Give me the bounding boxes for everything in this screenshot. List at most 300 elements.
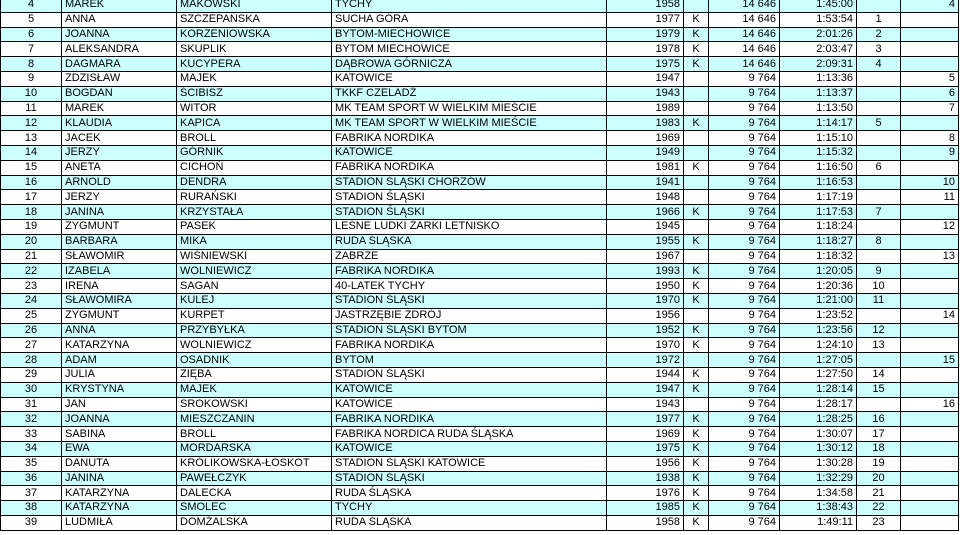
cell-distance: 9 764 bbox=[709, 397, 780, 412]
cell-sex bbox=[684, 145, 709, 160]
cell-number: 39 bbox=[1, 515, 62, 530]
cell-sex: K bbox=[684, 501, 709, 516]
cell-sex bbox=[684, 353, 709, 368]
cell-first-name: JACEK bbox=[62, 131, 177, 146]
cell-place-men bbox=[901, 279, 959, 294]
cell-surname: BROLL bbox=[177, 131, 332, 146]
cell-distance: 9 764 bbox=[709, 116, 780, 131]
table-row bbox=[1, 42, 959, 57]
table-row bbox=[1, 338, 959, 353]
cell-place-women: 21 bbox=[857, 486, 901, 501]
cell-birth-year: 1970 bbox=[607, 338, 684, 353]
cell-first-name: BARBARA bbox=[62, 234, 177, 249]
cell-club: FABRIKA NORDIKA bbox=[332, 412, 607, 427]
cell-place-men bbox=[901, 367, 959, 382]
cell-birth-year: 1978 bbox=[607, 42, 684, 57]
cell-distance: 9 764 bbox=[709, 219, 780, 234]
cell-distance: 9 764 bbox=[709, 382, 780, 397]
cell-distance: 14 646 bbox=[709, 42, 780, 57]
cell-distance: 9 764 bbox=[709, 427, 780, 442]
cell-number: 9 bbox=[1, 71, 62, 86]
cell-surname: SAGAN bbox=[177, 279, 332, 294]
cell-place-men bbox=[901, 486, 959, 501]
cell-time: 1:16:53 bbox=[780, 175, 857, 190]
cell-place-men bbox=[901, 471, 959, 486]
cell-number: 10 bbox=[1, 86, 62, 101]
cell-sex bbox=[684, 249, 709, 264]
cell-first-name: JANINA bbox=[62, 205, 177, 220]
cell-place-men bbox=[901, 116, 959, 131]
cell-distance: 9 764 bbox=[709, 86, 780, 101]
cell-number: 18 bbox=[1, 205, 62, 220]
cell-sex: K bbox=[684, 338, 709, 353]
cell-number: 5 bbox=[1, 12, 62, 27]
cell-surname: KUCYPERA bbox=[177, 57, 332, 72]
cell-club: KATOWICE bbox=[332, 71, 607, 86]
cell-surname: OSADNIK bbox=[177, 353, 332, 368]
cell-birth-year: 1943 bbox=[607, 397, 684, 412]
cell-place-women bbox=[857, 353, 901, 368]
cell-club: STADION ŚLĄSKI bbox=[332, 293, 607, 308]
cell-distance: 9 764 bbox=[709, 353, 780, 368]
cell-place-men bbox=[901, 456, 959, 471]
table-row bbox=[1, 353, 959, 368]
cell-number: 27 bbox=[1, 338, 62, 353]
cell-surname: KRÓLIKOWSKA-ŁOSKOT bbox=[177, 456, 332, 471]
cell-place-men: 8 bbox=[901, 131, 959, 146]
cell-surname: GÓRNIK bbox=[177, 145, 332, 160]
table-row bbox=[1, 471, 959, 486]
cell-first-name: DAGMARA bbox=[62, 57, 177, 72]
cell-time: 1:34:58 bbox=[780, 486, 857, 501]
cell-birth-year: 1944 bbox=[607, 367, 684, 382]
cell-surname: SZCZEPAŃSKA bbox=[177, 12, 332, 27]
cell-place-women bbox=[857, 145, 901, 160]
cell-distance: 14 646 bbox=[709, 27, 780, 42]
cell-surname: MAKOWSKI bbox=[177, 0, 332, 12]
cell-club: FABRIKA NORDIKA bbox=[332, 264, 607, 279]
cell-distance: 9 764 bbox=[709, 101, 780, 116]
cell-place-women: 13 bbox=[857, 338, 901, 353]
cell-time: 1:28:17 bbox=[780, 397, 857, 412]
cell-first-name: BOGDAN bbox=[62, 86, 177, 101]
cell-surname: MAJEK bbox=[177, 71, 332, 86]
cell-place-women bbox=[857, 175, 901, 190]
cell-place-women: 22 bbox=[857, 501, 901, 516]
cell-first-name: ANETA bbox=[62, 160, 177, 175]
cell-first-name: ZDZISŁAW bbox=[62, 71, 177, 86]
cell-distance: 9 764 bbox=[709, 367, 780, 382]
cell-sex: K bbox=[684, 293, 709, 308]
cell-birth-year: 1938 bbox=[607, 471, 684, 486]
cell-first-name: DANUTA bbox=[62, 456, 177, 471]
cell-time: 1:27:05 bbox=[780, 353, 857, 368]
cell-club: RUDA ŚLĄSKA bbox=[332, 486, 607, 501]
cell-number: 12 bbox=[1, 116, 62, 131]
cell-club: FABRIKA NORDIKA bbox=[332, 160, 607, 175]
cell-club: STADION ŚLĄSKI KATOWICE bbox=[332, 456, 607, 471]
cell-surname: ŚCIBISZ bbox=[177, 86, 332, 101]
cell-place-men: 6 bbox=[901, 86, 959, 101]
cell-first-name: KATARZYNA bbox=[62, 338, 177, 353]
cell-place-women: 8 bbox=[857, 234, 901, 249]
cell-first-name: ZYGMUNT bbox=[62, 308, 177, 323]
cell-place-women bbox=[857, 249, 901, 264]
cell-place-women: 11 bbox=[857, 293, 901, 308]
cell-birth-year: 1976 bbox=[607, 486, 684, 501]
cell-time: 2:09:31 bbox=[780, 57, 857, 72]
cell-first-name: SŁAWOMIR bbox=[62, 249, 177, 264]
table-row bbox=[1, 264, 959, 279]
cell-distance: 9 764 bbox=[709, 323, 780, 338]
cell-surname: CICHOŃ bbox=[177, 160, 332, 175]
cell-place-women: 15 bbox=[857, 382, 901, 397]
cell-distance: 9 764 bbox=[709, 308, 780, 323]
cell-place-women bbox=[857, 308, 901, 323]
cell-birth-year: 1993 bbox=[607, 264, 684, 279]
cell-time: 1:24:10 bbox=[780, 338, 857, 353]
cell-birth-year: 1941 bbox=[607, 175, 684, 190]
cell-sex: K bbox=[684, 116, 709, 131]
cell-club: 40-LATEK TYCHY bbox=[332, 279, 607, 294]
table-row bbox=[1, 190, 959, 205]
cell-distance: 9 764 bbox=[709, 131, 780, 146]
table-row bbox=[1, 0, 959, 12]
cell-number: 6 bbox=[1, 27, 62, 42]
table-row bbox=[1, 323, 959, 338]
table-row bbox=[1, 145, 959, 160]
table-row bbox=[1, 160, 959, 175]
cell-sex bbox=[684, 397, 709, 412]
cell-time: 1:13:37 bbox=[780, 86, 857, 101]
cell-first-name: LUDMIŁA bbox=[62, 515, 177, 530]
cell-place-women: 10 bbox=[857, 279, 901, 294]
cell-club: KATOWICE bbox=[332, 382, 607, 397]
cell-surname: ZIĘBA bbox=[177, 367, 332, 382]
cell-place-men: 14 bbox=[901, 308, 959, 323]
cell-birth-year: 1949 bbox=[607, 145, 684, 160]
cell-time: 1:16:50 bbox=[780, 160, 857, 175]
cell-place-women: 9 bbox=[857, 264, 901, 279]
cell-first-name: JOANNA bbox=[62, 27, 177, 42]
cell-time: 1:17:53 bbox=[780, 205, 857, 220]
cell-surname: MAJEK bbox=[177, 382, 332, 397]
cell-number: 17 bbox=[1, 190, 62, 205]
cell-club: MK TEAM SPORT W WIELKIM MIEŚCIE bbox=[332, 101, 607, 116]
cell-place-women: 1 bbox=[857, 12, 901, 27]
cell-club: LEŚNE LUDKI ŻARKI LETNISKO bbox=[332, 219, 607, 234]
cell-time: 1:21:00 bbox=[780, 293, 857, 308]
cell-sex bbox=[684, 219, 709, 234]
cell-place-men bbox=[901, 501, 959, 516]
cell-place-women: 5 bbox=[857, 116, 901, 131]
cell-first-name: SŁAWOMIRA bbox=[62, 293, 177, 308]
cell-birth-year: 1948 bbox=[607, 190, 684, 205]
cell-club: FABRIKA NORDIKA bbox=[332, 338, 607, 353]
cell-number: 14 bbox=[1, 145, 62, 160]
cell-birth-year: 1955 bbox=[607, 234, 684, 249]
cell-place-women bbox=[857, 219, 901, 234]
cell-place-men: 12 bbox=[901, 219, 959, 234]
cell-distance: 9 764 bbox=[709, 205, 780, 220]
cell-number: 37 bbox=[1, 486, 62, 501]
cell-time: 1:18:24 bbox=[780, 219, 857, 234]
cell-place-women bbox=[857, 101, 901, 116]
cell-birth-year: 1972 bbox=[607, 353, 684, 368]
cell-club: TYCHY bbox=[332, 0, 607, 12]
cell-sex: K bbox=[684, 412, 709, 427]
cell-time: 1:32:29 bbox=[780, 471, 857, 486]
cell-sex: K bbox=[684, 264, 709, 279]
cell-time: 1:30:28 bbox=[780, 456, 857, 471]
cell-number: 26 bbox=[1, 323, 62, 338]
table-row bbox=[1, 116, 959, 131]
cell-distance: 9 764 bbox=[709, 338, 780, 353]
cell-surname: DALECKA bbox=[177, 486, 332, 501]
cell-time: 1:14:17 bbox=[780, 116, 857, 131]
cell-number: 25 bbox=[1, 308, 62, 323]
table-row bbox=[1, 27, 959, 42]
cell-distance: 9 764 bbox=[709, 145, 780, 160]
cell-first-name: JAN bbox=[62, 397, 177, 412]
cell-first-name: IZABELA bbox=[62, 264, 177, 279]
cell-birth-year: 1983 bbox=[607, 116, 684, 131]
cell-first-name: KRYSTYNA bbox=[62, 382, 177, 397]
cell-place-men: 10 bbox=[901, 175, 959, 190]
cell-birth-year: 1958 bbox=[607, 515, 684, 530]
cell-birth-year: 1989 bbox=[607, 101, 684, 116]
cell-time: 1:17:19 bbox=[780, 190, 857, 205]
cell-first-name: JERZY bbox=[62, 145, 177, 160]
table-row bbox=[1, 279, 959, 294]
cell-sex bbox=[684, 71, 709, 86]
cell-club: TYCHY bbox=[332, 501, 607, 516]
cell-surname: DENDRA bbox=[177, 175, 332, 190]
table-row bbox=[1, 12, 959, 27]
cell-surname: SROKOWSKI bbox=[177, 397, 332, 412]
cell-surname: RURAŃSKI bbox=[177, 190, 332, 205]
cell-number: 4 bbox=[1, 0, 62, 12]
cell-distance: 9 764 bbox=[709, 190, 780, 205]
cell-distance: 9 764 bbox=[709, 249, 780, 264]
table-row bbox=[1, 57, 959, 72]
cell-number: 11 bbox=[1, 101, 62, 116]
cell-time: 2:03:47 bbox=[780, 42, 857, 57]
cell-place-women bbox=[857, 397, 901, 412]
cell-number: 13 bbox=[1, 131, 62, 146]
cell-surname: KURPET bbox=[177, 308, 332, 323]
cell-distance: 9 764 bbox=[709, 501, 780, 516]
cell-birth-year: 1945 bbox=[607, 219, 684, 234]
cell-place-men bbox=[901, 27, 959, 42]
cell-number: 31 bbox=[1, 397, 62, 412]
cell-place-men bbox=[901, 515, 959, 530]
table-row bbox=[1, 71, 959, 86]
cell-time: 1:45:00 bbox=[780, 0, 857, 12]
cell-sex: K bbox=[684, 441, 709, 456]
cell-place-women: 7 bbox=[857, 205, 901, 220]
cell-place-men bbox=[901, 160, 959, 175]
cell-sex: K bbox=[684, 160, 709, 175]
table-row bbox=[1, 234, 959, 249]
cell-time: 1:23:52 bbox=[780, 308, 857, 323]
cell-surname: WITOR bbox=[177, 101, 332, 116]
cell-first-name: ADAM bbox=[62, 353, 177, 368]
cell-club: FABRIKA NORDICA RUDA ŚLĄSKA bbox=[332, 427, 607, 442]
cell-sex: K bbox=[684, 471, 709, 486]
cell-sex: K bbox=[684, 27, 709, 42]
cell-club: BYTOM bbox=[332, 353, 607, 368]
cell-birth-year: 1981 bbox=[607, 160, 684, 175]
cell-sex: K bbox=[684, 57, 709, 72]
cell-club: STADION ŚLĄSKI BYTOM bbox=[332, 323, 607, 338]
cell-distance: 9 764 bbox=[709, 441, 780, 456]
cell-distance: 9 764 bbox=[709, 471, 780, 486]
cell-surname: KAPICA bbox=[177, 116, 332, 131]
cell-number: 20 bbox=[1, 234, 62, 249]
table-row bbox=[1, 486, 959, 501]
cell-place-women bbox=[857, 190, 901, 205]
cell-sex: K bbox=[684, 382, 709, 397]
cell-surname: MIESZCZANIN bbox=[177, 412, 332, 427]
cell-time: 1:23:56 bbox=[780, 323, 857, 338]
cell-time: 1:28:14 bbox=[780, 382, 857, 397]
cell-birth-year: 1977 bbox=[607, 12, 684, 27]
cell-birth-year: 1969 bbox=[607, 427, 684, 442]
cell-place-men: 13 bbox=[901, 249, 959, 264]
cell-distance: 14 646 bbox=[709, 0, 780, 12]
cell-place-men: 11 bbox=[901, 190, 959, 205]
cell-number: 36 bbox=[1, 471, 62, 486]
cell-place-women: 12 bbox=[857, 323, 901, 338]
cell-club: RUDA ŚLĄSKA bbox=[332, 515, 607, 530]
cell-place-women: 16 bbox=[857, 412, 901, 427]
cell-first-name: JERZY bbox=[62, 190, 177, 205]
cell-birth-year: 1956 bbox=[607, 456, 684, 471]
cell-birth-year: 1958 bbox=[607, 0, 684, 12]
cell-number: 21 bbox=[1, 249, 62, 264]
table-row bbox=[1, 515, 959, 530]
cell-birth-year: 1985 bbox=[607, 501, 684, 516]
table-row bbox=[1, 131, 959, 146]
cell-place-men: 5 bbox=[901, 71, 959, 86]
cell-birth-year: 1975 bbox=[607, 441, 684, 456]
cell-birth-year: 1979 bbox=[607, 27, 684, 42]
cell-place-women: 6 bbox=[857, 160, 901, 175]
cell-club: DĄBROWA GÓRNICZA bbox=[332, 57, 607, 72]
cell-time: 1:28:25 bbox=[780, 412, 857, 427]
cell-sex: K bbox=[684, 367, 709, 382]
cell-number: 23 bbox=[1, 279, 62, 294]
cell-birth-year: 1970 bbox=[607, 293, 684, 308]
cell-birth-year: 1950 bbox=[607, 279, 684, 294]
cell-first-name: KLAUDIA bbox=[62, 116, 177, 131]
table-row bbox=[1, 86, 959, 101]
cell-sex bbox=[684, 190, 709, 205]
cell-place-men: 7 bbox=[901, 101, 959, 116]
cell-place-men bbox=[901, 234, 959, 249]
cell-surname: KORZENIOWSKA bbox=[177, 27, 332, 42]
cell-place-men: 4 bbox=[901, 0, 959, 12]
cell-club: SUCHA GÓRA bbox=[332, 12, 607, 27]
cell-place-women: 23 bbox=[857, 515, 901, 530]
cell-time: 1:15:32 bbox=[780, 145, 857, 160]
cell-first-name: SABINA bbox=[62, 427, 177, 442]
cell-club: KATOWICE bbox=[332, 145, 607, 160]
cell-club: STADION ŚLĄSKI bbox=[332, 205, 607, 220]
table-row bbox=[1, 412, 959, 427]
cell-sex: K bbox=[684, 456, 709, 471]
cell-number: 34 bbox=[1, 441, 62, 456]
cell-birth-year: 1967 bbox=[607, 249, 684, 264]
cell-surname: PRZYBYŁKA bbox=[177, 323, 332, 338]
cell-birth-year: 1956 bbox=[607, 308, 684, 323]
cell-first-name: JULIA bbox=[62, 367, 177, 382]
cell-first-name: ARNOLD bbox=[62, 175, 177, 190]
cell-surname: SKUPLIK bbox=[177, 42, 332, 57]
cell-first-name: KATARZYNA bbox=[62, 486, 177, 501]
cell-first-name: ZYGMUNT bbox=[62, 219, 177, 234]
cell-first-name: KATARZYNA bbox=[62, 501, 177, 516]
cell-place-men: 16 bbox=[901, 397, 959, 412]
cell-place-men bbox=[901, 57, 959, 72]
cell-sex: K bbox=[684, 323, 709, 338]
table-row bbox=[1, 293, 959, 308]
cell-time: 1:27:50 bbox=[780, 367, 857, 382]
cell-birth-year: 1943 bbox=[607, 86, 684, 101]
cell-sex bbox=[684, 0, 709, 12]
cell-distance: 9 764 bbox=[709, 412, 780, 427]
cell-distance: 9 764 bbox=[709, 486, 780, 501]
cell-place-women: 18 bbox=[857, 441, 901, 456]
cell-surname: PAWEŁCZYK bbox=[177, 471, 332, 486]
cell-surname: WIŚNIEWSKI bbox=[177, 249, 332, 264]
table-row bbox=[1, 501, 959, 516]
cell-birth-year: 1947 bbox=[607, 382, 684, 397]
cell-club: BYTOM MIECHOWICE bbox=[332, 42, 607, 57]
cell-first-name: ANNA bbox=[62, 12, 177, 27]
cell-first-name: EWA bbox=[62, 441, 177, 456]
cell-club: STADION ŚLĄSKI bbox=[332, 367, 607, 382]
cell-distance: 14 646 bbox=[709, 57, 780, 72]
cell-sex: K bbox=[684, 515, 709, 530]
cell-club: STADION ŚLĄSKI bbox=[332, 471, 607, 486]
table-row bbox=[1, 219, 959, 234]
cell-distance: 9 764 bbox=[709, 456, 780, 471]
cell-first-name: MAREK bbox=[62, 101, 177, 116]
cell-number: 38 bbox=[1, 501, 62, 516]
cell-first-name: ANNA bbox=[62, 323, 177, 338]
cell-number: 8 bbox=[1, 57, 62, 72]
cell-place-men bbox=[901, 264, 959, 279]
cell-place-men bbox=[901, 427, 959, 442]
cell-sex bbox=[684, 308, 709, 323]
cell-distance: 9 764 bbox=[709, 515, 780, 530]
cell-first-name: ALEKSANDRA bbox=[62, 42, 177, 57]
cell-place-men bbox=[901, 412, 959, 427]
cell-surname: WOLNIEWICZ bbox=[177, 264, 332, 279]
cell-club: TKKF CZELADŹ bbox=[332, 86, 607, 101]
cell-first-name: JANINA bbox=[62, 471, 177, 486]
cell-surname: WOLNIEWICZ bbox=[177, 338, 332, 353]
table-row bbox=[1, 101, 959, 116]
cell-distance: 9 764 bbox=[709, 71, 780, 86]
cell-time: 1:53:54 bbox=[780, 12, 857, 27]
table-row bbox=[1, 308, 959, 323]
cell-place-women: 20 bbox=[857, 471, 901, 486]
cell-number: 35 bbox=[1, 456, 62, 471]
cell-place-men bbox=[901, 323, 959, 338]
